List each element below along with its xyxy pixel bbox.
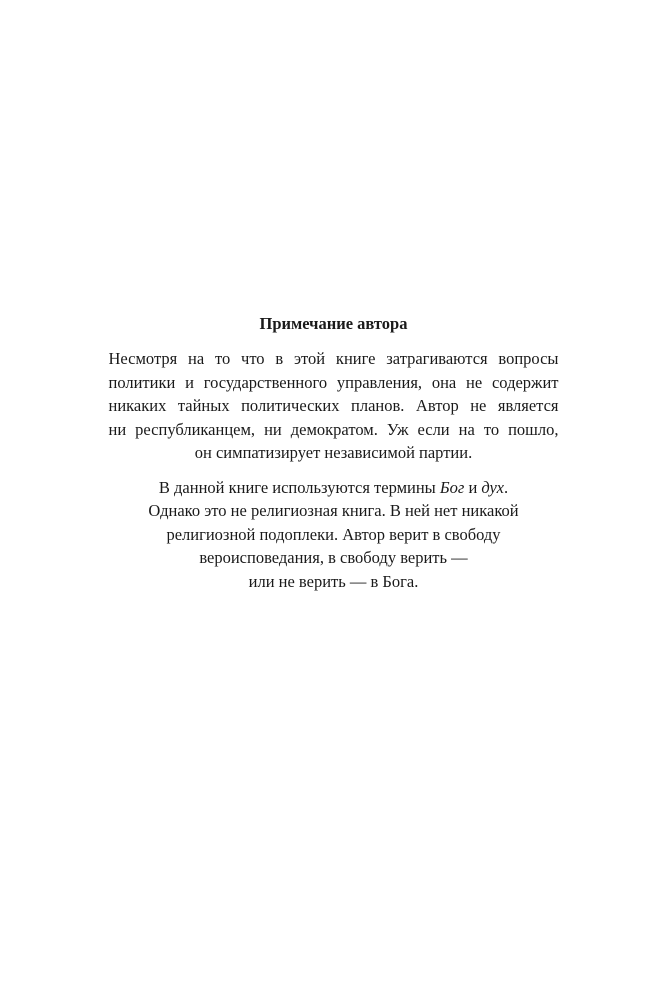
text-line: он симпатизирует независимой партии. [194, 443, 473, 462]
text-line: Однако это не религиозная книга. В ней нет никакой [148, 501, 519, 520]
text-line: религиозной подоплеки. Автор верит в свободу [166, 524, 501, 544]
text-line: или не верить — в Бога. [248, 571, 419, 591]
paragraph-politics [60, 347, 607, 465]
text-line [60, 476, 607, 500]
text-line: Несмотря на то что в этой книге затрагиваются вопросы [108, 349, 559, 368]
term-spirit: дух [481, 477, 504, 497]
text-fragment: В данной книге используются термины [158, 477, 440, 497]
text-line: политики и государственного управления, она не содержит [108, 372, 559, 392]
text-fragment: . [503, 477, 509, 497]
text-line: ни республиканцем, ни демократом. Уж если на то пошло, [108, 419, 559, 439]
term-god: Бог [439, 477, 465, 497]
paragraph-religion [60, 476, 607, 594]
text-line: никаких тайных политических планов. Автор не является [108, 396, 559, 415]
author-note [60, 312, 607, 604]
note-title: Примечание автора [259, 314, 408, 333]
text-line: вероисповедания, в свободу верить — [199, 548, 468, 567]
text-fragment: и [464, 477, 482, 497]
